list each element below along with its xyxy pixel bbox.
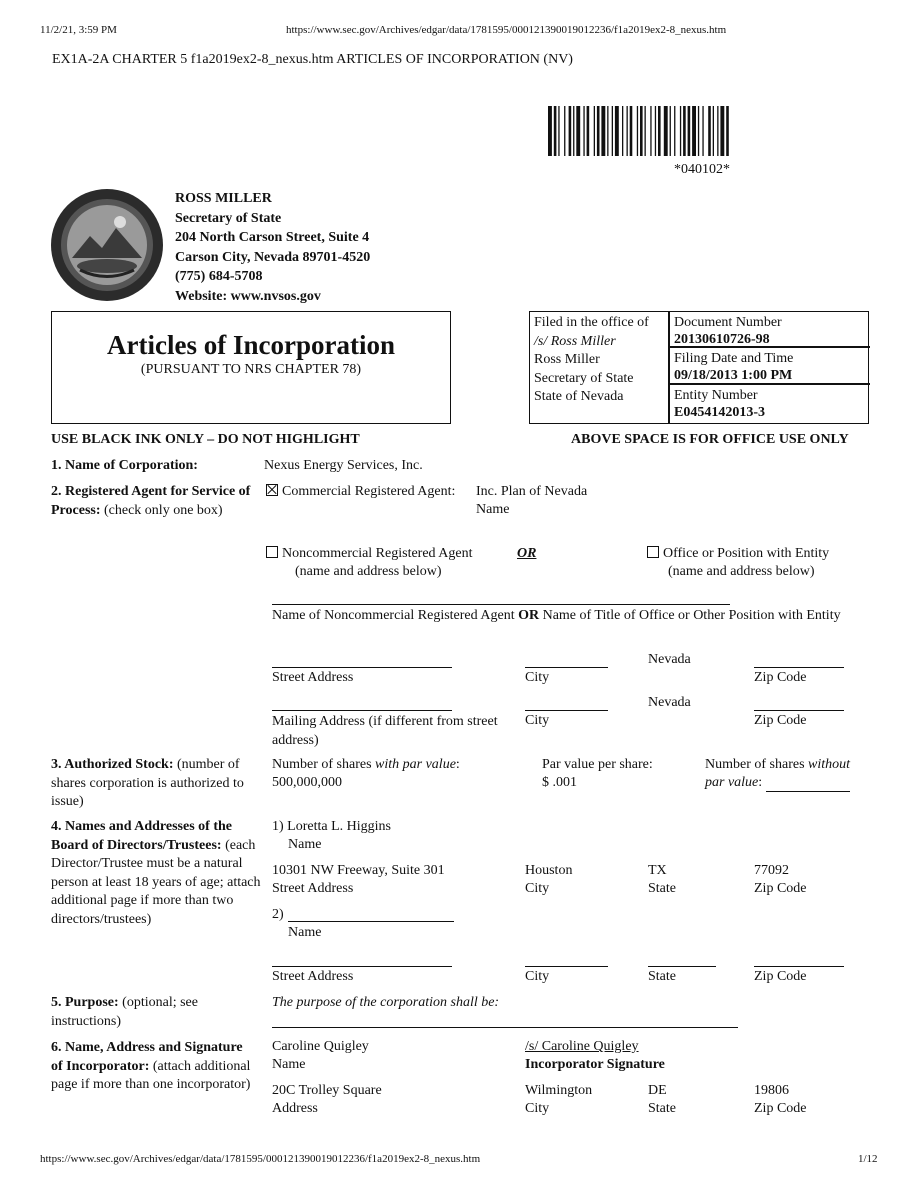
s6-label-rest: (attach additional page if more than one incorporator) bbox=[51, 1058, 251, 1092]
entity-number-cell bbox=[670, 385, 870, 423]
notice-office-use: ABOVE SPACE IS FOR OFFICE USE ONLY bbox=[571, 432, 849, 447]
agent-name-caption: Name bbox=[476, 502, 510, 517]
s6-label bbox=[51, 1039, 256, 1095]
city-caption-2: City bbox=[525, 713, 550, 728]
s3-label bbox=[51, 756, 256, 812]
shares-without-par-label bbox=[705, 757, 850, 773]
print-url: https://www.sec.gov/Archives/edgar/data/1781595/000121390019012236/f1a2019ex2-8_nexus.htm bbox=[286, 24, 727, 36]
filing-state: State of Nevada bbox=[534, 389, 624, 404]
filing-right bbox=[668, 312, 870, 423]
s5-label-rest: (optional; see instructions) bbox=[51, 995, 198, 1029]
s4-label-bold: 4. Names and Addresses of the Board of Directors/Trustees: bbox=[51, 819, 232, 853]
filing-date: 09/18/2013 1:00 PM bbox=[674, 368, 793, 383]
filing-signature: /s/ Ross Miller bbox=[534, 333, 616, 349]
director2-state-line bbox=[648, 966, 716, 967]
incorporator-state: DE bbox=[648, 1083, 667, 1098]
director2-zip-line bbox=[754, 966, 844, 967]
par-value-label: Par value per share: bbox=[542, 757, 653, 772]
shares-without-par-b1: without bbox=[808, 757, 851, 772]
secretary-title: Secretary of State bbox=[175, 210, 282, 226]
entity-number: E0454142013-3 bbox=[674, 405, 765, 420]
director1-street-caption: Street Address bbox=[272, 881, 354, 896]
director1-street: 10301 NW Freeway, Suite 301 bbox=[272, 863, 445, 878]
office-position-label: Office or Position with Entity bbox=[663, 546, 830, 561]
noncomm-caption-a: Name of Noncommercial Registered Agent bbox=[272, 608, 515, 623]
print-timestamp: 11/2/21, 3:59 PM bbox=[40, 24, 117, 36]
s6-label-bold: 6. Name, Address and Signature of Incorporator: bbox=[51, 1040, 243, 1074]
footer-url: https://www.sec.gov/Archives/edgar/data/1781595/000121390019012236/f1a2019ex2-8_nexus.htm bbox=[40, 1153, 481, 1165]
filing-date-cell bbox=[670, 348, 870, 385]
noncommercial-agent-label: Noncommercial Registered Agent bbox=[282, 546, 473, 561]
par-value: $ .001 bbox=[542, 775, 577, 790]
shares-with-par-b: with par value bbox=[375, 757, 456, 772]
director2-prefix: 2) bbox=[272, 907, 284, 922]
noncomm-caption-or: OR bbox=[518, 608, 540, 623]
incorporator-name: Caroline Quigley bbox=[272, 1039, 369, 1054]
filing-box bbox=[529, 311, 869, 424]
form-subtitle: (PURSUANT TO NRS CHAPTER 78) bbox=[140, 362, 362, 377]
or-label: OR bbox=[517, 546, 537, 561]
director2-name-line bbox=[288, 921, 454, 922]
noncommercial-agent-checkbox[interactable] bbox=[266, 546, 278, 558]
secretary-address1: 204 North Carson Street, Suite 4 bbox=[175, 230, 370, 245]
director1-zip-caption: Zip Code bbox=[754, 881, 807, 896]
director2-name-caption: Name bbox=[288, 925, 322, 940]
street-line-1 bbox=[272, 667, 452, 668]
secretary-address2: Carson City, Nevada 89701-4520 bbox=[175, 249, 371, 265]
director1-name-caption: Name bbox=[288, 837, 322, 852]
agent-state-1: Nevada bbox=[648, 652, 691, 667]
zip-line-2 bbox=[754, 710, 844, 711]
s4-label bbox=[51, 818, 261, 929]
document-title: EX1A-2A CHARTER 5 f1a2019ex2-8_nexus.htm ARTICLES OF INCORPORATION (NV) bbox=[52, 52, 573, 67]
commercial-agent-option[interactable] bbox=[266, 484, 455, 500]
director1-state-caption: State bbox=[648, 881, 676, 896]
mailing-line bbox=[272, 710, 452, 711]
director1-name: 1) Loretta L. Higgins bbox=[272, 819, 391, 834]
doc-number: 20130610726-98 bbox=[674, 332, 770, 347]
director2-street-caption: Street Address bbox=[272, 969, 354, 984]
noncomm-name-line bbox=[272, 604, 730, 605]
zip-caption-1: Zip Code bbox=[754, 670, 807, 685]
zip-line-1 bbox=[754, 667, 844, 668]
form-title-box bbox=[51, 311, 451, 424]
incorporator-signature-caption: Incorporator Signature bbox=[525, 1057, 665, 1072]
city-line-1 bbox=[525, 667, 608, 668]
incorporator-address-caption: Address bbox=[272, 1101, 318, 1116]
barcode-text: *040102* bbox=[674, 162, 730, 177]
street-caption-1: Street Address bbox=[272, 670, 354, 685]
s5-label bbox=[51, 994, 256, 1031]
s3-label-bold: 3. Authorized Stock: bbox=[51, 757, 174, 772]
filed-in-label: Filed in the office of bbox=[534, 315, 649, 330]
corporation-name: Nexus Energy Services, Inc. bbox=[264, 458, 423, 473]
office-position-checkbox[interactable] bbox=[647, 546, 659, 558]
barcode bbox=[548, 106, 866, 156]
director2-state-caption: State bbox=[648, 969, 676, 984]
director2-city-line bbox=[525, 966, 608, 967]
s2-label bbox=[51, 483, 256, 520]
s1-label: 1. Name of Corporation: bbox=[51, 458, 198, 473]
secretary-phone: (775) 684-5708 bbox=[175, 269, 263, 284]
director2-zip-caption: Zip Code bbox=[754, 969, 807, 984]
filing-title: Secretary of State bbox=[534, 370, 634, 386]
agent-name: Inc. Plan of Nevada bbox=[476, 484, 588, 499]
city-caption-1: City bbox=[525, 670, 550, 685]
incorporator-street: 20C Trolley Square bbox=[272, 1083, 382, 1098]
doc-number-label: Document Number bbox=[674, 315, 782, 330]
form-title: Articles of Incorporation bbox=[107, 330, 395, 360]
noncomm-caption-b: Name of Title of Office or Other Position with Entity bbox=[542, 608, 841, 623]
secretary-block bbox=[175, 189, 370, 306]
noncommercial-sub: (name and address below) bbox=[295, 564, 442, 579]
agent-state-2: Nevada bbox=[648, 695, 691, 710]
shares-with-par-label: Number of shares with par value: bbox=[272, 757, 460, 772]
secretary-website: Website: www.nvsos.gov bbox=[175, 288, 321, 304]
s5-label-bold: 5. Purpose: bbox=[51, 995, 119, 1010]
incorporator-city: Wilmington bbox=[525, 1083, 593, 1098]
s2-label-bold: 2. Registered Agent for Service of Process: bbox=[51, 484, 251, 518]
director1-state: TX bbox=[648, 863, 667, 878]
shares-with-par-value: 500,000,000 bbox=[272, 775, 342, 790]
s4-label-rest: (each Director/Trustee must be a natural person at least 18 years of age; attach additional page if more than two directors/trustees) bbox=[51, 837, 261, 927]
s2-label-rest: (check only one box) bbox=[104, 502, 223, 518]
incorporator-state-caption: State bbox=[648, 1101, 676, 1116]
mailing-caption: Mailing Address (if different from street address) bbox=[272, 714, 498, 748]
director1-zip: 77092 bbox=[754, 863, 789, 878]
secretary-name: ROSS MILLER bbox=[175, 191, 272, 206]
filing-name: Ross Miller bbox=[534, 352, 600, 367]
noncomm-name-caption bbox=[272, 607, 862, 626]
zip-caption-2: Zip Code bbox=[754, 713, 807, 728]
incorporator-city-caption: City bbox=[525, 1101, 550, 1116]
purpose-line bbox=[272, 1027, 738, 1028]
incorporator-zip-caption: Zip Code bbox=[754, 1101, 807, 1116]
incorporator-signature: /s/ Caroline Quigley bbox=[525, 1039, 639, 1054]
shares-without-par-blank bbox=[766, 775, 850, 792]
director1-city: Houston bbox=[525, 863, 573, 878]
commercial-agent-checkbox[interactable] bbox=[266, 484, 278, 496]
director2-street-line bbox=[272, 966, 452, 967]
footer-page-number: 1/12 bbox=[858, 1153, 878, 1165]
notice-ink: USE BLACK INK ONLY – DO NOT HIGHLIGHT bbox=[51, 432, 360, 447]
filing-left bbox=[534, 314, 649, 407]
office-position-sub: (name and address below) bbox=[668, 564, 815, 579]
shares-without-par-b2: par value bbox=[705, 775, 759, 790]
purpose-text: The purpose of the corporation shall be: bbox=[272, 995, 500, 1010]
s3-label-rest: (number of shares corporation is authorized to issue) bbox=[51, 757, 244, 809]
incorporator-zip: 19806 bbox=[754, 1083, 789, 1098]
city-line-2 bbox=[525, 710, 608, 711]
doc-number-cell bbox=[670, 312, 870, 348]
incorporator-name-caption: Name bbox=[272, 1057, 306, 1072]
office-position-option[interactable] bbox=[647, 546, 829, 562]
nevada-seal-icon bbox=[50, 188, 164, 302]
shares-with-par-a: Number of shares bbox=[272, 757, 372, 772]
commercial-agent-label: Commercial Registered Agent: bbox=[282, 484, 456, 499]
director2-city-caption: City bbox=[525, 969, 550, 984]
entity-number-label: Entity Number bbox=[674, 388, 758, 403]
shares-without-par-a: Number of shares bbox=[705, 757, 805, 772]
filing-date-label: Filing Date and Time bbox=[674, 351, 794, 366]
shares-without-par-line2: par value: bbox=[705, 775, 850, 792]
noncommercial-agent-option[interactable] bbox=[266, 546, 473, 562]
director1-city-caption: City bbox=[525, 881, 550, 896]
